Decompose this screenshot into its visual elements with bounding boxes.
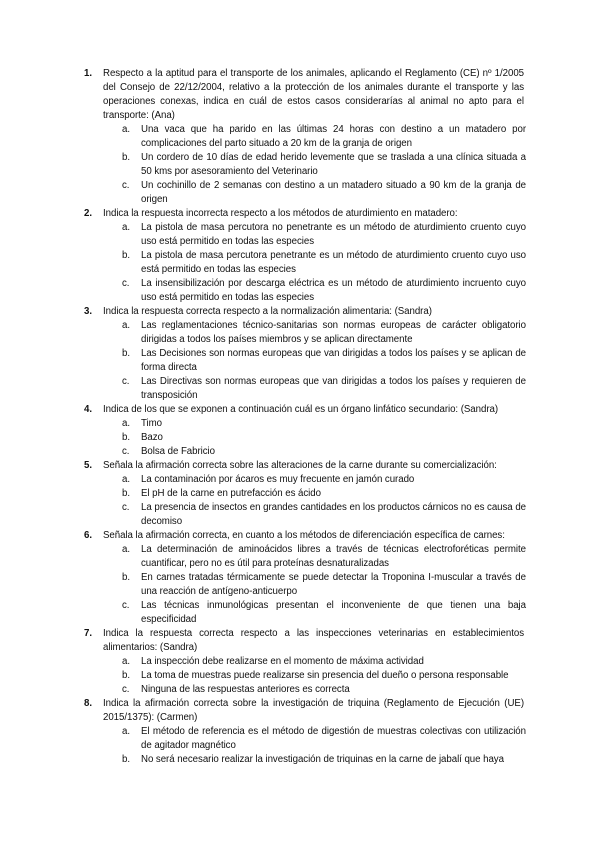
- option-letter: a.: [122, 320, 130, 331]
- option-a: [103, 473, 526, 487]
- question-number: 3.: [84, 306, 92, 317]
- option-letter: a.: [122, 726, 130, 737]
- option-list: [103, 543, 524, 627]
- option-letter: b.: [122, 348, 130, 359]
- question-number: 1.: [84, 68, 92, 79]
- option-letter: a.: [122, 656, 130, 667]
- option-letter: c.: [122, 376, 130, 387]
- option-b: [103, 151, 526, 179]
- option-c: [103, 683, 526, 697]
- question-text: Indica la respuesta incorrecta respecto a los métodos de aturdimiento en matadero:: [103, 208, 458, 219]
- question-6: [0, 529, 599, 627]
- option-a: [103, 123, 526, 151]
- option-text: Las Directivas son normas europeas que van dirigidas a todos los países y requieren de transposición: [141, 376, 526, 401]
- option-text: La pistola de masa percutora no penetrante es un método de aturdimiento cruento cuyo uso está permitido en todas las especies: [141, 222, 526, 247]
- option-letter: c.: [122, 684, 130, 695]
- question-5: [0, 459, 599, 529]
- option-c: [103, 501, 526, 529]
- option-text: En carnes tratadas térmicamente se puede detectar la Troponina I-muscular a través de una reacción de antígeno-anticuerpo: [141, 572, 526, 597]
- option-a: [103, 221, 526, 249]
- option-text: La insensibilización por descarga eléctrica es un método de aturdimiento incruento cuyo uso está permitido en todas las especies: [141, 278, 526, 303]
- question-number: 4.: [84, 404, 92, 415]
- option-a: [103, 543, 526, 571]
- option-b: [103, 753, 526, 767]
- option-list: [103, 221, 524, 305]
- option-letter: c.: [122, 502, 130, 513]
- option-a: [103, 417, 526, 431]
- option-text: La inspección debe realizarse en el momento de máxima actividad: [141, 656, 424, 667]
- question-text: Indica la respuesta correcta respecto a la normalización alimentaria: (Sandra): [103, 306, 432, 317]
- option-text: El método de referencia es el método de digestión de muestras colectivas con utilización de agitador magnético: [141, 726, 526, 751]
- option-letter: c.: [122, 446, 130, 457]
- question-2: [0, 207, 599, 305]
- option-letter: b.: [122, 488, 130, 499]
- option-text: No será necesario realizar la investigación de triquinas en la carne de jabalí que haya: [141, 754, 504, 765]
- option-a: [103, 319, 526, 347]
- option-a: [103, 655, 526, 669]
- option-b: [103, 669, 526, 683]
- question-number: 7.: [84, 628, 92, 639]
- option-text: La pistola de masa percutora penetrante es un método de aturdimiento cruento cuyo uso está permitido en todas las especies: [141, 250, 526, 275]
- option-letter: c.: [122, 180, 130, 191]
- question-text: Indica la respuesta correcta respecto a las inspecciones veterinarias en establecimientos alimentarios: (Sandra): [103, 628, 524, 653]
- option-c: [103, 599, 526, 627]
- question-list: [0, 67, 599, 767]
- option-c: [103, 277, 526, 305]
- option-text: Timo: [141, 418, 162, 429]
- question-number: 6.: [84, 530, 92, 541]
- option-c: [103, 375, 526, 403]
- option-b: [103, 571, 526, 599]
- question-text: Señala la afirmación correcta sobre las alteraciones de la carne durante su comercialización:: [103, 460, 497, 471]
- option-text: Bazo: [141, 432, 163, 443]
- option-letter: a.: [122, 418, 130, 429]
- question-text: Indica de los que se exponen a continuación cuál es un órgano linfático secundario: (Sandra): [103, 404, 499, 415]
- question-number: 2.: [84, 208, 92, 219]
- option-letter: b.: [122, 250, 130, 261]
- option-letter: a.: [122, 124, 130, 135]
- question-3: [0, 305, 599, 403]
- option-text: Un cordero de 10 días de edad herido levemente que se traslada a una clínica situada a 50 kms por asesoramiento del Veterinario: [141, 152, 526, 177]
- option-b: [103, 249, 526, 277]
- option-b: [103, 347, 526, 375]
- option-list: [103, 725, 524, 767]
- option-letter: b.: [122, 152, 130, 163]
- question-text: Señala la afirmación correcta, en cuanto a los métodos de diferenciación específica de carnes:: [103, 530, 505, 541]
- option-letter: b.: [122, 670, 130, 681]
- option-text: Las técnicas inmunológicas presentan el inconveniente de que tienen una baja especificidad: [141, 600, 526, 625]
- option-list: [103, 473, 524, 529]
- question-7: [0, 627, 599, 697]
- question-1: [0, 67, 599, 207]
- option-letter: b.: [122, 572, 130, 583]
- question-number: 8.: [84, 698, 92, 709]
- option-text: La contaminación por ácaros es muy frecuente en jamón curado: [141, 474, 415, 485]
- option-letter: b.: [122, 754, 130, 765]
- option-text: Bolsa de Fabricio: [141, 446, 215, 457]
- question-text: Respecto a la aptitud para el transporte de los animales, aplicando el Reglamento (CE) nº 1/2005 del Consejo de 22/12/2004, relativo a la protección de los animales durante el transporte y las operaciones conexas, indica en cuál de estos casos considerarías al animal no apto para el transporte: (Ana): [103, 68, 524, 121]
- option-list: [103, 319, 524, 403]
- option-list: [103, 417, 524, 459]
- option-text: Ninguna de las respuestas anteriores es correcta: [141, 684, 350, 695]
- question-number: 5.: [84, 460, 92, 471]
- option-letter: b.: [122, 432, 130, 443]
- option-text: La determinación de aminoácidos libres a través de técnicas electroforéticas permite cuantificar, pero no es útil para proteínas desnaturalizadas: [141, 544, 526, 569]
- option-letter: a.: [122, 222, 130, 233]
- option-text: El pH de la carne en putrefacción es ácido: [141, 488, 321, 499]
- option-text: La presencia de insectos en grandes cantidades en los productos cárnicos no es causa de decomiso: [141, 502, 526, 527]
- option-letter: c.: [122, 600, 130, 611]
- question-text: Indica la afirmación correcta sobre la investigación de triquina (Reglamento de Ejecución (UE) 2015/1375): (Carmen): [103, 698, 524, 723]
- option-text: Un cochinillo de 2 semanas con destino a un matadero situado a 90 km de la granja de origen: [141, 180, 526, 205]
- question-4: [0, 403, 599, 459]
- option-letter: a.: [122, 474, 130, 485]
- question-8: [0, 697, 599, 767]
- option-text: Las Decisiones son normas europeas que van dirigidas a todos los países y se aplican de forma directa: [141, 348, 526, 373]
- option-c: [103, 179, 526, 207]
- option-list: [103, 123, 524, 207]
- option-letter: c.: [122, 278, 130, 289]
- option-b: [103, 431, 526, 445]
- option-text: Las reglamentaciones técnico-sanitarias son normas europeas de carácter obligatorio dirigidas a todos los países miembros y se aplican directamente: [141, 320, 526, 345]
- option-letter: a.: [122, 544, 130, 555]
- option-text: La toma de muestras puede realizarse sin presencia del dueño o persona responsable: [141, 670, 509, 681]
- option-c: [103, 445, 526, 459]
- option-a: [103, 725, 526, 753]
- option-text: Una vaca que ha parido en las últimas 24 horas con destino a un matadero por complicaciones del parto situado a 20 km de la granja de origen: [141, 124, 526, 149]
- option-b: [103, 487, 526, 501]
- option-list: [103, 655, 524, 697]
